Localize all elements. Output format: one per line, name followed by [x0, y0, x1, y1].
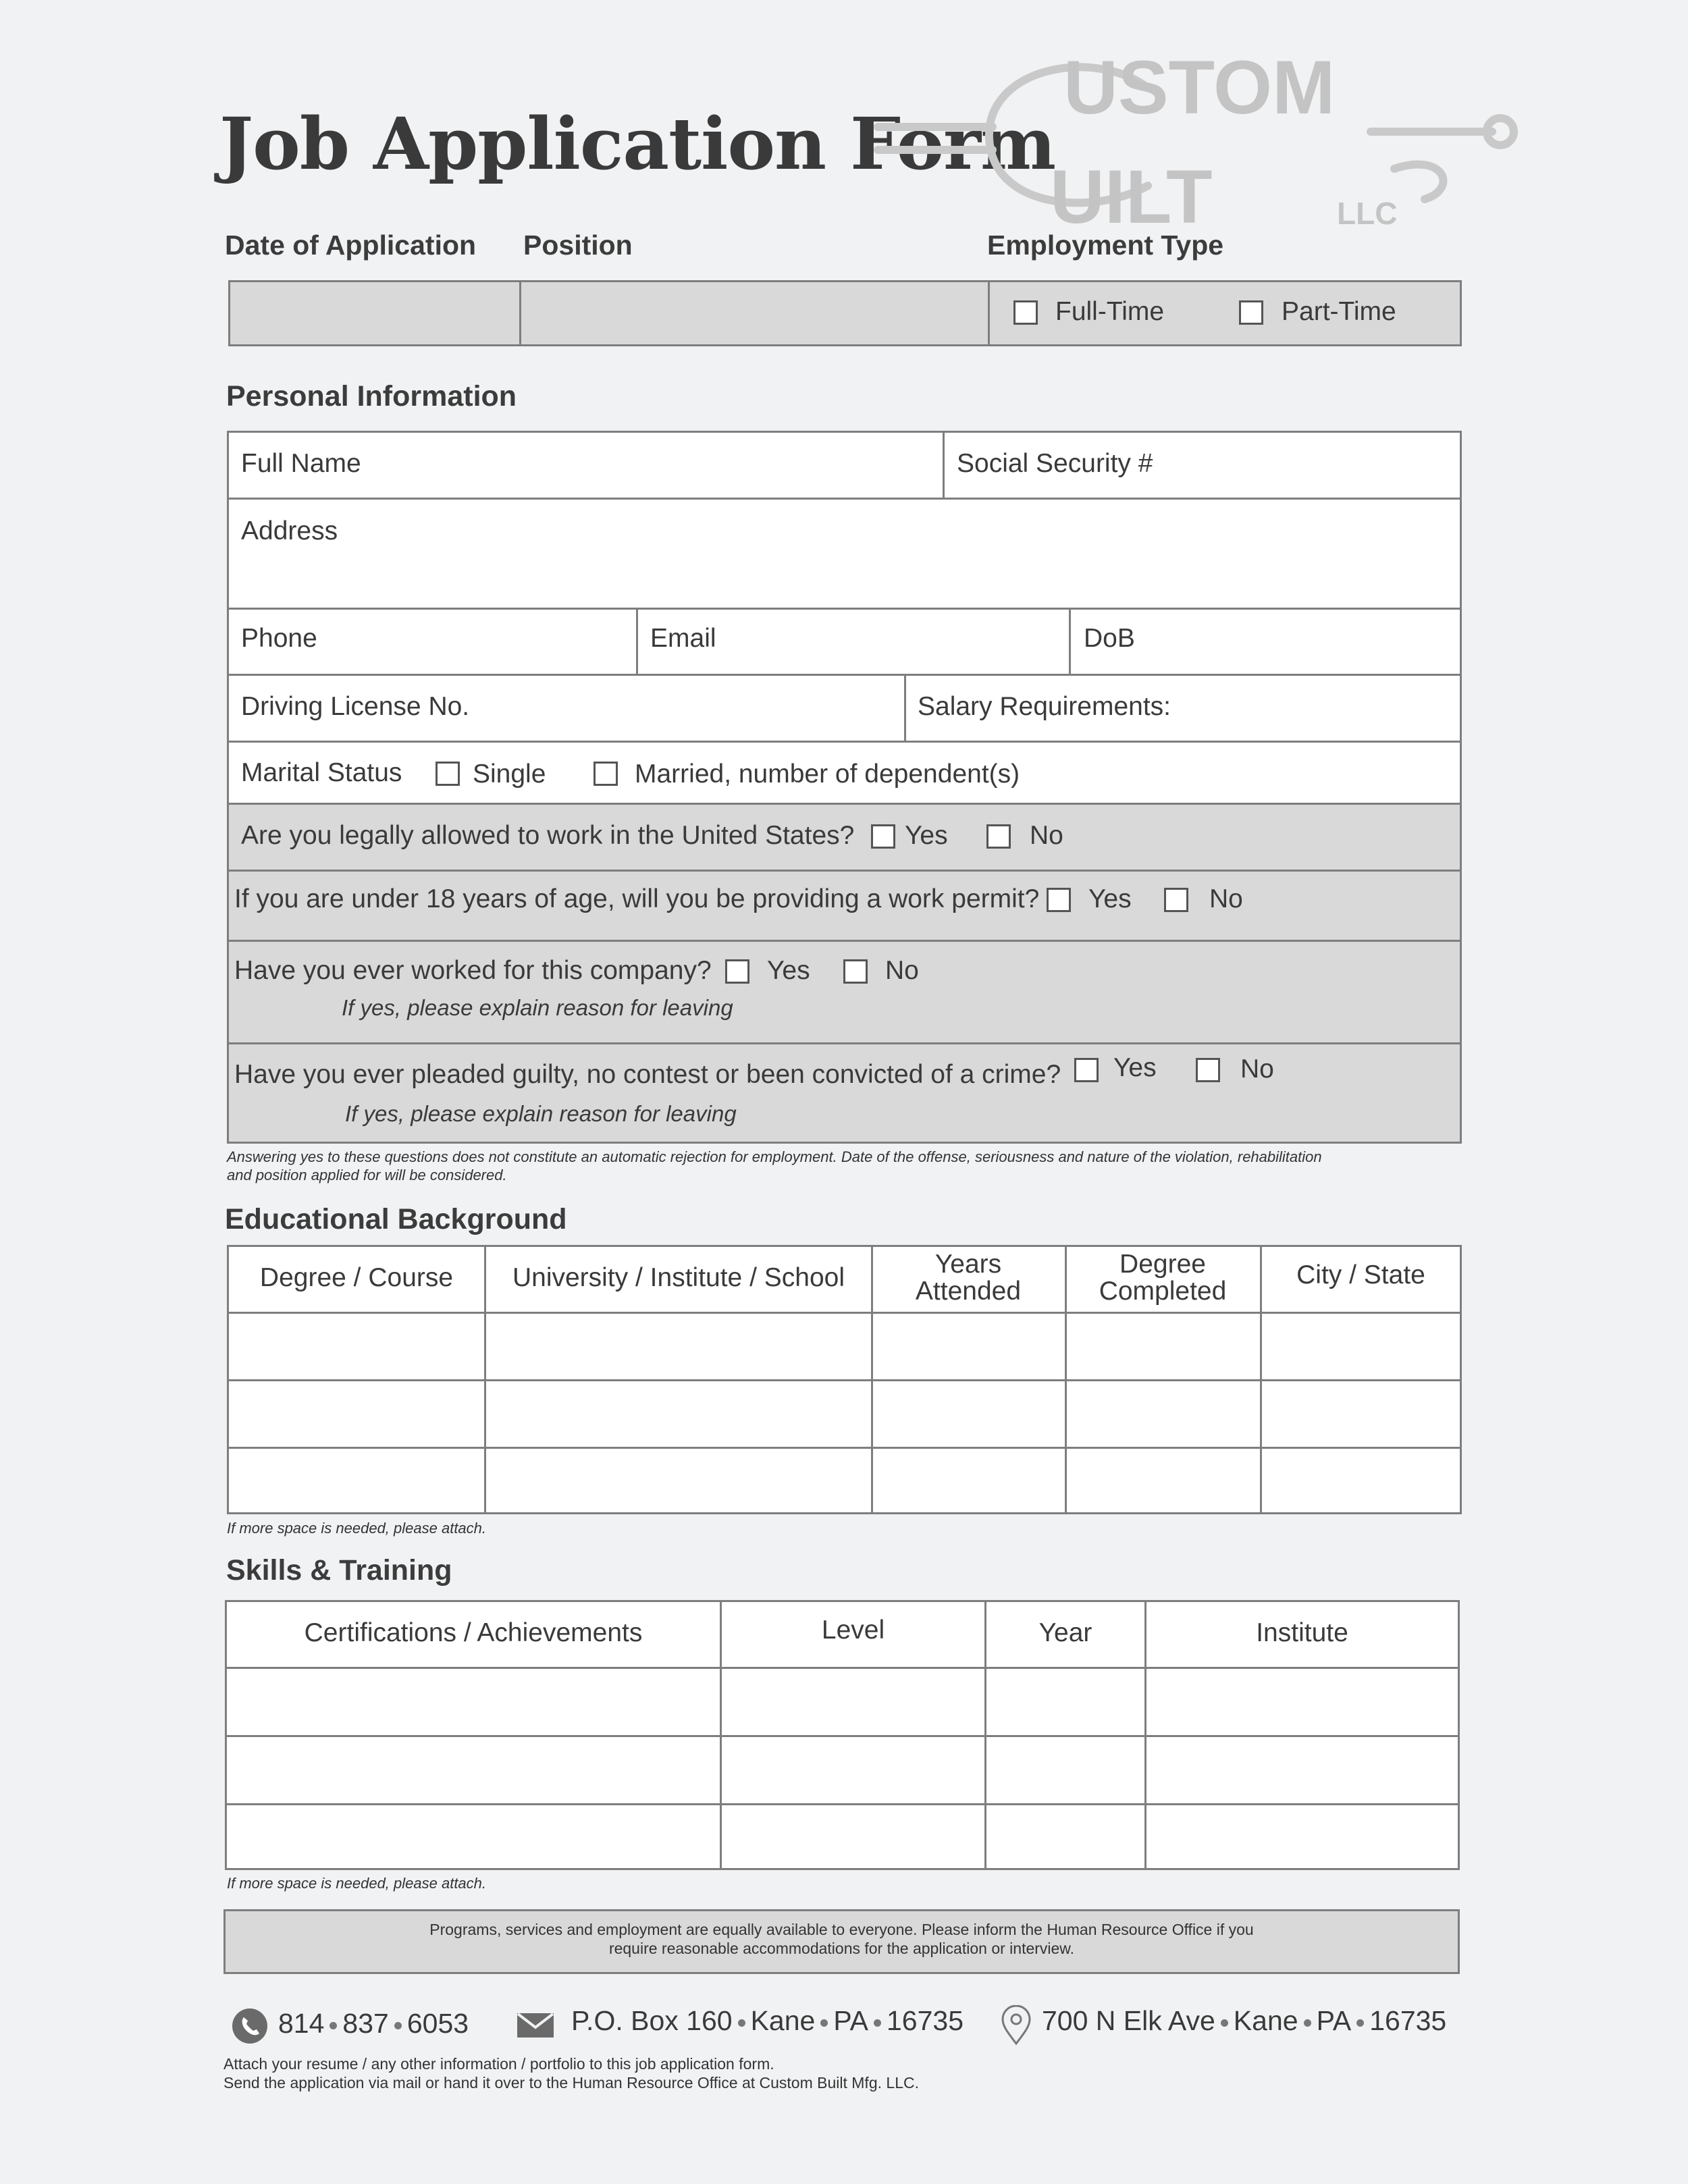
skills-col-year: Year — [1038, 1618, 1092, 1647]
education-heading: Educational Background — [225, 1203, 567, 1235]
legal-work-question: Are you legally allowed to work in the United States? — [241, 821, 855, 850]
salary-requirements-field[interactable]: Salary Requirements: — [918, 692, 1171, 721]
worked-here-yes-label: Yes — [767, 956, 810, 985]
contact-phone: 814 837 6053 — [278, 2008, 469, 2039]
email-field[interactable]: Email — [650, 624, 716, 653]
eligibility-questions — [227, 803, 1462, 1144]
work-permit-no-label: No — [1209, 884, 1243, 913]
education-table — [227, 1245, 1462, 1514]
date-of-application-field[interactable] — [230, 282, 519, 344]
disclaimer-note: Answering yes to these questions does not constitute an automatic rejection for employment. Date of the offense, seriousness and nature of the violation, rehabilitation and position applied for will be considered. — [227, 1148, 1322, 1183]
location-pin-icon — [1001, 2005, 1032, 2046]
work-permit-yes-checkbox[interactable] — [1047, 888, 1071, 912]
table-row[interactable] — [229, 1314, 1460, 1379]
education-attach-note: If more space is needed, please attach. — [227, 1520, 487, 1537]
part-time-label: Part-Time — [1282, 297, 1396, 326]
worked-here-explain[interactable]: If yes, please explain reason for leaving — [342, 995, 733, 1020]
position-field[interactable] — [521, 282, 987, 344]
conviction-no-checkbox[interactable] — [1196, 1058, 1220, 1082]
work-permit-yes-label: Yes — [1088, 884, 1132, 913]
personal-information-table — [227, 431, 1462, 805]
position-label: Position — [523, 230, 633, 261]
footer-attach-instructions: Attach your resume / any other information / portfolio to this job application form. — [223, 2055, 774, 2073]
date-of-application-label: Date of Application — [225, 230, 477, 261]
contact-mailing-address: P.O. Box 160 Kane PA 16735 — [571, 2005, 964, 2036]
table-row[interactable] — [227, 1805, 1458, 1868]
full-name-field[interactable]: Full Name — [241, 449, 361, 478]
address-field[interactable]: Address — [241, 516, 338, 545]
skills-table — [225, 1600, 1460, 1870]
skills-col-institute: Institute — [1256, 1618, 1348, 1647]
skills-col-level: Level — [821, 1616, 885, 1645]
legal-work-no-label: No — [1030, 821, 1063, 850]
svg-text:LLC: LLC — [1337, 196, 1398, 231]
page-title: Job Application Form — [219, 101, 1056, 186]
conviction-question: Have you ever pleaded guilty, no contest or been convicted of a crime? — [234, 1060, 1061, 1089]
conviction-no-label: No — [1240, 1055, 1274, 1084]
table-row[interactable] — [229, 1449, 1460, 1512]
work-permit-no-checkbox[interactable] — [1164, 888, 1188, 912]
married-label: Married, number of dependent(s) — [635, 760, 1020, 789]
mail-icon — [517, 2013, 554, 2038]
skills-attach-note: If more space is needed, please attach. — [227, 1875, 487, 1892]
legal-work-yes-checkbox[interactable] — [871, 824, 895, 849]
skills-heading: Skills & Training — [226, 1554, 452, 1587]
work-permit-question: If you are under 18 years of age, will you be providing a work permit? — [234, 884, 1040, 913]
full-time-checkbox[interactable] — [1013, 300, 1038, 325]
contact-street-address: 700 N Elk Ave Kane PA 16735 — [1042, 2005, 1447, 2036]
conviction-yes-label: Yes — [1113, 1053, 1157, 1082]
edu-col-city-state: City / State — [1296, 1260, 1425, 1289]
worked-here-question: Have you ever worked for this company? — [234, 956, 712, 985]
driving-license-field[interactable]: Driving License No. — [241, 692, 470, 721]
edu-col-degree-course: Degree / Course — [259, 1263, 454, 1292]
company-logo — [871, 47, 1526, 243]
single-checkbox[interactable] — [436, 762, 460, 786]
table-row[interactable] — [227, 1669, 1458, 1735]
edu-col-years-attended: Years Attended — [915, 1250, 1022, 1306]
phone-icon — [232, 2008, 268, 2044]
married-checkbox[interactable] — [594, 762, 618, 786]
conviction-explain[interactable]: If yes, please explain reason for leaving — [345, 1101, 737, 1126]
table-row[interactable] — [229, 1381, 1460, 1447]
ssn-field[interactable]: Social Security # — [957, 449, 1153, 478]
svg-text:USTOM: USTOM — [1063, 47, 1336, 130]
accommodation-notice: Programs, services and employment are equally available to everyone. Please inform the Human Resource Office if you require reasonable accommodations for the application or interview. — [223, 1909, 1460, 1974]
dob-field[interactable]: DoB — [1084, 624, 1135, 653]
svg-text:UILT: UILT — [1050, 155, 1213, 239]
marital-status-label: Marital Status — [241, 758, 402, 787]
phone-field[interactable]: Phone — [241, 624, 317, 653]
legal-work-no-checkbox[interactable] — [986, 824, 1011, 849]
worked-here-no-checkbox[interactable] — [843, 959, 868, 984]
part-time-checkbox[interactable] — [1239, 300, 1263, 325]
footer-send-instructions: Send the application via mail or hand it over to the Human Resource Office at Custom Built Mfg. LLC. — [223, 2074, 919, 2092]
legal-work-yes-label: Yes — [905, 821, 948, 850]
application-header-row — [228, 280, 1462, 346]
skills-col-certifications: Certifications / Achievements — [304, 1618, 643, 1647]
full-time-label: Full-Time — [1055, 297, 1165, 326]
conviction-yes-checkbox[interactable] — [1074, 1058, 1099, 1082]
personal-information-heading: Personal Information — [226, 380, 517, 412]
edu-col-university: University / Institute / School — [512, 1263, 845, 1292]
worked-here-no-label: No — [885, 956, 919, 985]
worked-here-yes-checkbox[interactable] — [725, 959, 749, 984]
edu-col-degree-completed: Degree Completed — [1099, 1250, 1227, 1306]
employment-type-label: Employment Type — [987, 230, 1224, 261]
single-label: Single — [473, 760, 546, 789]
table-row[interactable] — [227, 1737, 1458, 1803]
